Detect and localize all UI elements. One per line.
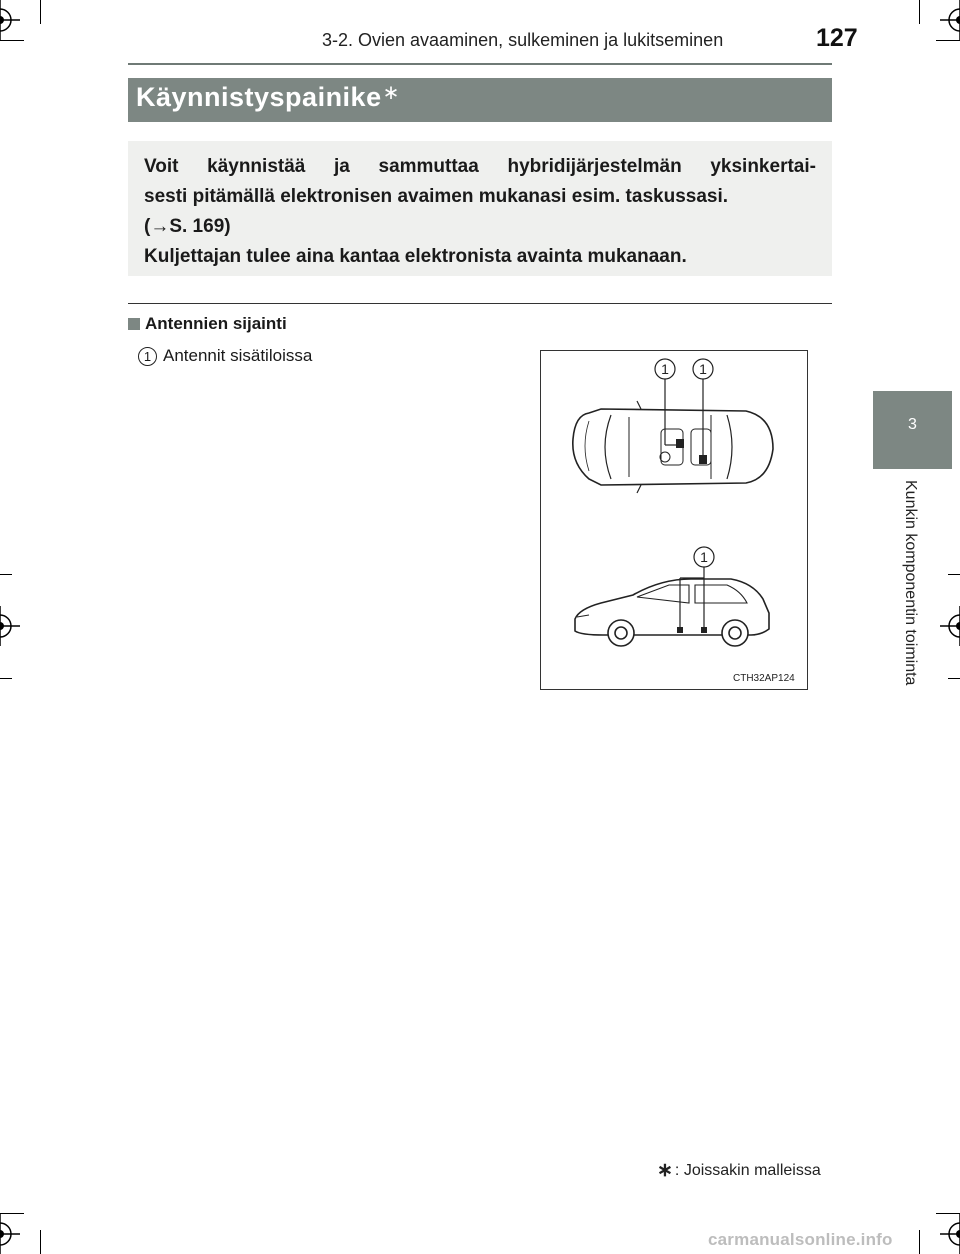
watermark: carmanualsonline.info (708, 1230, 893, 1249)
crop-line (0, 678, 12, 679)
callout-number: 1 (699, 361, 707, 377)
item-label: Antennit sisätiloissa (163, 346, 313, 365)
running-header: 3-2. Ovien avaaminen, sulkeminen ja lukitseminen (322, 30, 724, 50)
list-item (138, 346, 312, 366)
footnote (657, 1159, 821, 1182)
asterisk-icon: ∗ (657, 1160, 673, 1181)
intro-line-4: Kuljettajan tulee aina kantaa elektronista avainta mukanaan. (144, 246, 687, 267)
intro-box (128, 141, 832, 276)
car-side-view (575, 579, 769, 646)
intro-word: hybridijärjestelmän (507, 156, 682, 177)
crop-line (948, 574, 960, 575)
crop-line (0, 1213, 24, 1214)
crop-line (936, 40, 960, 41)
footnote-text: : Joissakin malleissa (674, 1161, 821, 1179)
intro-word: käynnistää (207, 156, 306, 177)
figure-code: CTH32AP124 (733, 673, 795, 684)
registration-mark-top-left (0, 0, 20, 40)
crop-line (948, 678, 960, 679)
antenna-location-figure (540, 350, 808, 690)
section-title (136, 82, 400, 113)
registration-mark-middle-left (0, 606, 20, 646)
item-number-badge: 1 (138, 347, 157, 366)
page-reference-link[interactable]: (→S. 169) (144, 216, 231, 237)
crop-line (936, 1213, 960, 1214)
registration-mark-bottom-left (0, 1214, 20, 1254)
section-title-text: Käynnistyspainike (136, 82, 382, 112)
crop-line (40, 1230, 41, 1254)
crop-line (0, 574, 12, 575)
callout-number: 1 (661, 361, 669, 377)
antenna-marker (677, 627, 683, 633)
subsection-heading (128, 314, 287, 334)
crop-line (919, 0, 920, 24)
intro-word: sammuttaa (378, 156, 479, 177)
intro-line-2: sesti pitämällä elektronisen avaimen mukanasi esim. taskussasi. (144, 186, 729, 207)
registration-mark-bottom-right (940, 1214, 960, 1254)
registration-mark-top-right (940, 0, 960, 40)
car-top-view (573, 401, 773, 493)
intro-word: yksinkertai- (710, 156, 816, 177)
antenna-marker (701, 627, 707, 633)
callout-number: 1 (700, 549, 708, 565)
header-rule (128, 63, 832, 65)
page-number: 127 (816, 24, 858, 52)
intro-word: ja (334, 156, 350, 177)
crop-line (0, 40, 24, 41)
crop-line (919, 1230, 920, 1254)
subsection-heading-text: Antennien sijainti (145, 314, 287, 333)
intro-line-1 (144, 152, 816, 182)
chapter-label (898, 480, 922, 725)
section-title-bar (128, 78, 832, 122)
chapter-number: 3 (908, 416, 917, 433)
crop-line (40, 0, 41, 24)
registration-mark-middle-right (940, 606, 960, 646)
chapter-tab (873, 391, 952, 469)
car-illustration (541, 351, 809, 691)
asterisk-icon: ∗ (382, 82, 400, 104)
square-bullet-icon (128, 318, 140, 330)
chapter-title: Kunkin komponentin toiminta (902, 480, 919, 686)
intro-word: Voit (144, 156, 179, 177)
content-rule (128, 303, 832, 304)
antenna-marker (676, 439, 684, 448)
